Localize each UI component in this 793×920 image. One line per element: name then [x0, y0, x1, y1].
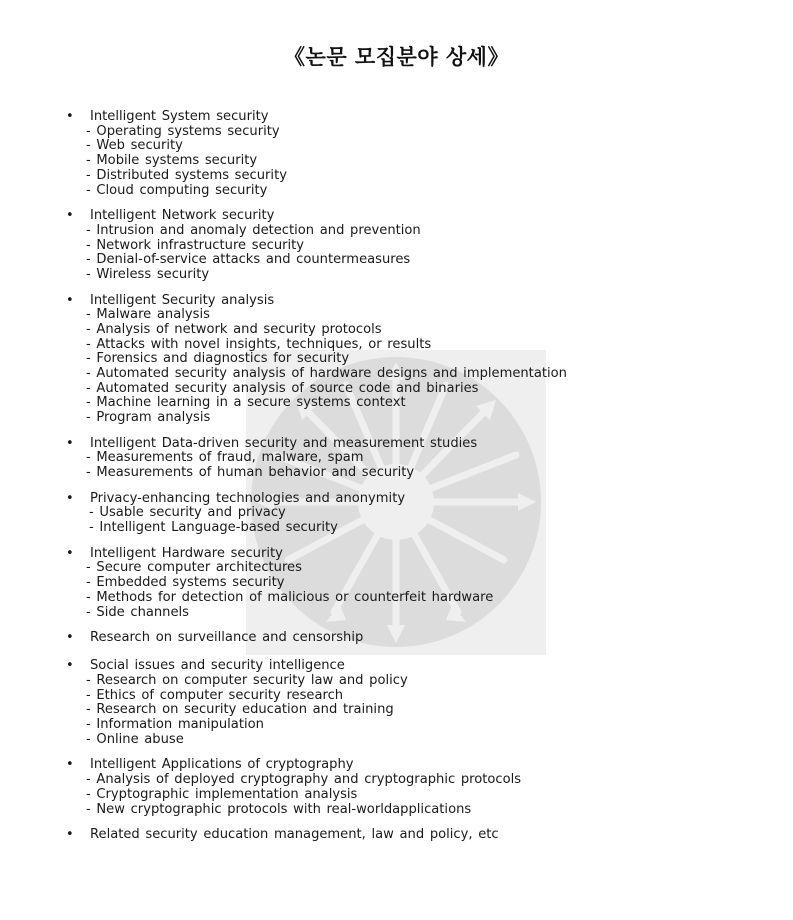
sub-item: - Cloud computing security — [86, 182, 268, 198]
section-heading — [66, 209, 766, 224]
section-heading — [66, 659, 766, 674]
bullet-icon: • — [66, 109, 74, 124]
topic-section — [66, 758, 766, 817]
sub-item: - Usable security and privacy — [89, 505, 286, 521]
sub-item: - Malware analysis — [86, 307, 210, 323]
topic-section — [66, 294, 766, 426]
bullet-icon: • — [66, 658, 74, 674]
bullet-icon: • — [66, 757, 74, 773]
topic-section — [66, 659, 766, 747]
section-heading-text: Related security education management, law and policy, etc — [90, 827, 499, 843]
sub-item: - Machine learning in a secure systems context — [86, 395, 406, 411]
section-heading — [66, 828, 766, 843]
section-heading-text: Intelligent Network security — [90, 208, 275, 224]
sub-item: - Ethics of computer security research — [86, 687, 344, 703]
sub-item: - Operating systems security — [86, 123, 280, 139]
section-heading — [66, 547, 766, 562]
sub-item: - Forensics and diagnostics for security — [86, 351, 350, 367]
section-heading — [66, 758, 766, 773]
section-heading — [66, 110, 766, 125]
sub-item: - Online abuse — [86, 731, 184, 747]
bullet-icon: • — [66, 208, 74, 224]
sub-item: - Network infrastructure security — [86, 237, 305, 253]
section-heading-text: Intelligent System security — [90, 109, 269, 124]
bullet-icon: • — [66, 435, 74, 451]
bullet-icon: • — [66, 827, 74, 843]
section-heading-text: Social issues and security intelligence — [90, 658, 345, 674]
topic-section — [66, 547, 766, 621]
sub-item: - Web security — [86, 138, 183, 154]
sub-item: - Automated security analysis of hardware designs and implementation — [86, 366, 567, 382]
topic-section — [66, 828, 766, 843]
section-heading-text: Intelligent Applications of cryptography — [90, 757, 354, 773]
topic-section — [66, 437, 766, 481]
section-heading-text: Privacy-enhancing technologies and anonymity — [90, 490, 406, 506]
sub-item: - Wireless security — [86, 266, 210, 282]
sub-item: - Analysis of network and security protocols — [86, 321, 382, 337]
page-title: 《논문 모집분야 상세》 — [284, 45, 509, 69]
sub-item: - Cryptographic implementation analysis — [86, 786, 358, 802]
topic-section — [66, 631, 766, 646]
sub-item: - Intelligent Language-based security — [89, 520, 338, 536]
sub-item: - Measurements of human behavior and security — [86, 465, 415, 481]
sub-item: - Intrusion and anomaly detection and prevention — [86, 222, 421, 238]
section-heading-text: Intelligent Hardware security — [90, 545, 283, 561]
section-heading-text: Intelligent Data-driven security and measurement studies — [90, 435, 478, 451]
sub-item: - Methods for detection of malicious or counterfeit hardware — [86, 589, 494, 605]
section-heading — [66, 631, 766, 646]
bullet-icon: • — [66, 292, 74, 308]
section-heading — [66, 437, 766, 452]
section-heading — [66, 294, 766, 309]
sub-item: - Analysis of deployed cryptography and cryptographic protocols — [86, 772, 522, 788]
topic-section — [66, 492, 766, 536]
section-heading-text: Intelligent Security analysis — [90, 292, 275, 308]
sub-item: - Mobile systems security — [86, 153, 258, 169]
sub-item: - Secure computer architectures — [86, 560, 302, 576]
topic-section — [66, 209, 766, 283]
bullet-icon: • — [66, 545, 74, 561]
topic-list — [66, 110, 766, 856]
sub-item: - Measurements of fraud, malware, spam — [86, 450, 364, 466]
sub-item: - New cryptographic protocols with real-worldapplications — [86, 801, 472, 817]
sub-item: - Automated security analysis of source code and binaries — [86, 380, 479, 396]
bullet-icon: • — [66, 490, 74, 506]
sub-item: - Distributed systems security — [86, 167, 287, 183]
sub-item: - Program analysis — [86, 410, 211, 426]
sub-item: - Embedded systems security — [86, 575, 285, 591]
bullet-icon: • — [66, 630, 74, 646]
sub-item: - Attacks with novel insights, techniques, or results — [86, 336, 432, 352]
sub-item: - Research on security education and training — [86, 702, 394, 718]
sub-item: - Research on computer security law and policy — [86, 673, 408, 689]
section-heading — [66, 492, 766, 507]
sub-item: - Side channels — [86, 604, 189, 620]
topic-section — [66, 110, 766, 198]
sub-item: - Information manipulation — [86, 717, 264, 733]
sub-item: - Denial-of-service attacks and countermeasures — [86, 252, 411, 268]
section-heading-text: Research on surveillance and censorship — [90, 630, 364, 646]
